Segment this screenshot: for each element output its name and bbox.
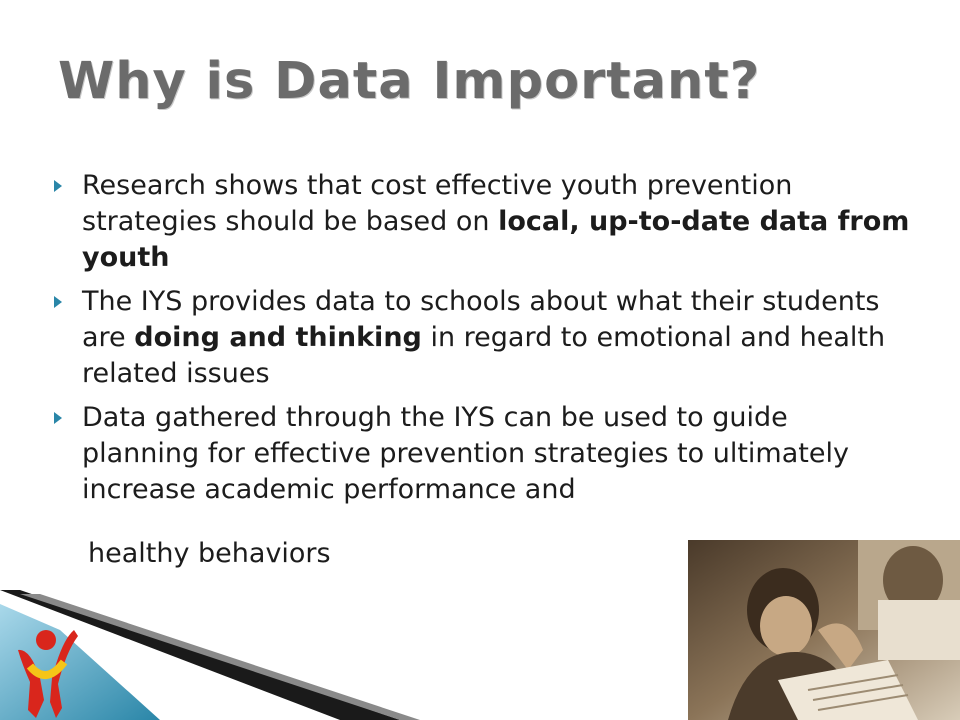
bullet-text-after: in regard to emotional and health related issues (82, 322, 886, 389)
bullet-emphasis: doing and thinking (134, 322, 422, 353)
triangle-right-icon (54, 180, 62, 192)
bullet-item (52, 168, 912, 276)
bullet-text: Research shows that cost effective youth prevention strategies should be based on (82, 170, 793, 237)
students-reading-photo (688, 540, 960, 720)
slide-title: Why is Data Important? (58, 52, 761, 111)
bullet-list (52, 168, 912, 516)
bullet-continuation: healthy behaviors (88, 538, 331, 569)
decorative-swoosh (0, 590, 690, 720)
triangle-right-icon (54, 296, 62, 308)
triangle-right-icon (54, 412, 62, 424)
bullet-item (52, 284, 912, 392)
bullet-emphasis: local, up-to-date data from youth (82, 206, 910, 273)
bullet-text: The IYS provides data to schools about what their students are (82, 286, 880, 353)
bullet-item (52, 400, 912, 508)
bullet-text: Data gathered through the IYS can be used to guide planning for effective prevention strategies to ultimately increase academic performance and (82, 402, 849, 505)
